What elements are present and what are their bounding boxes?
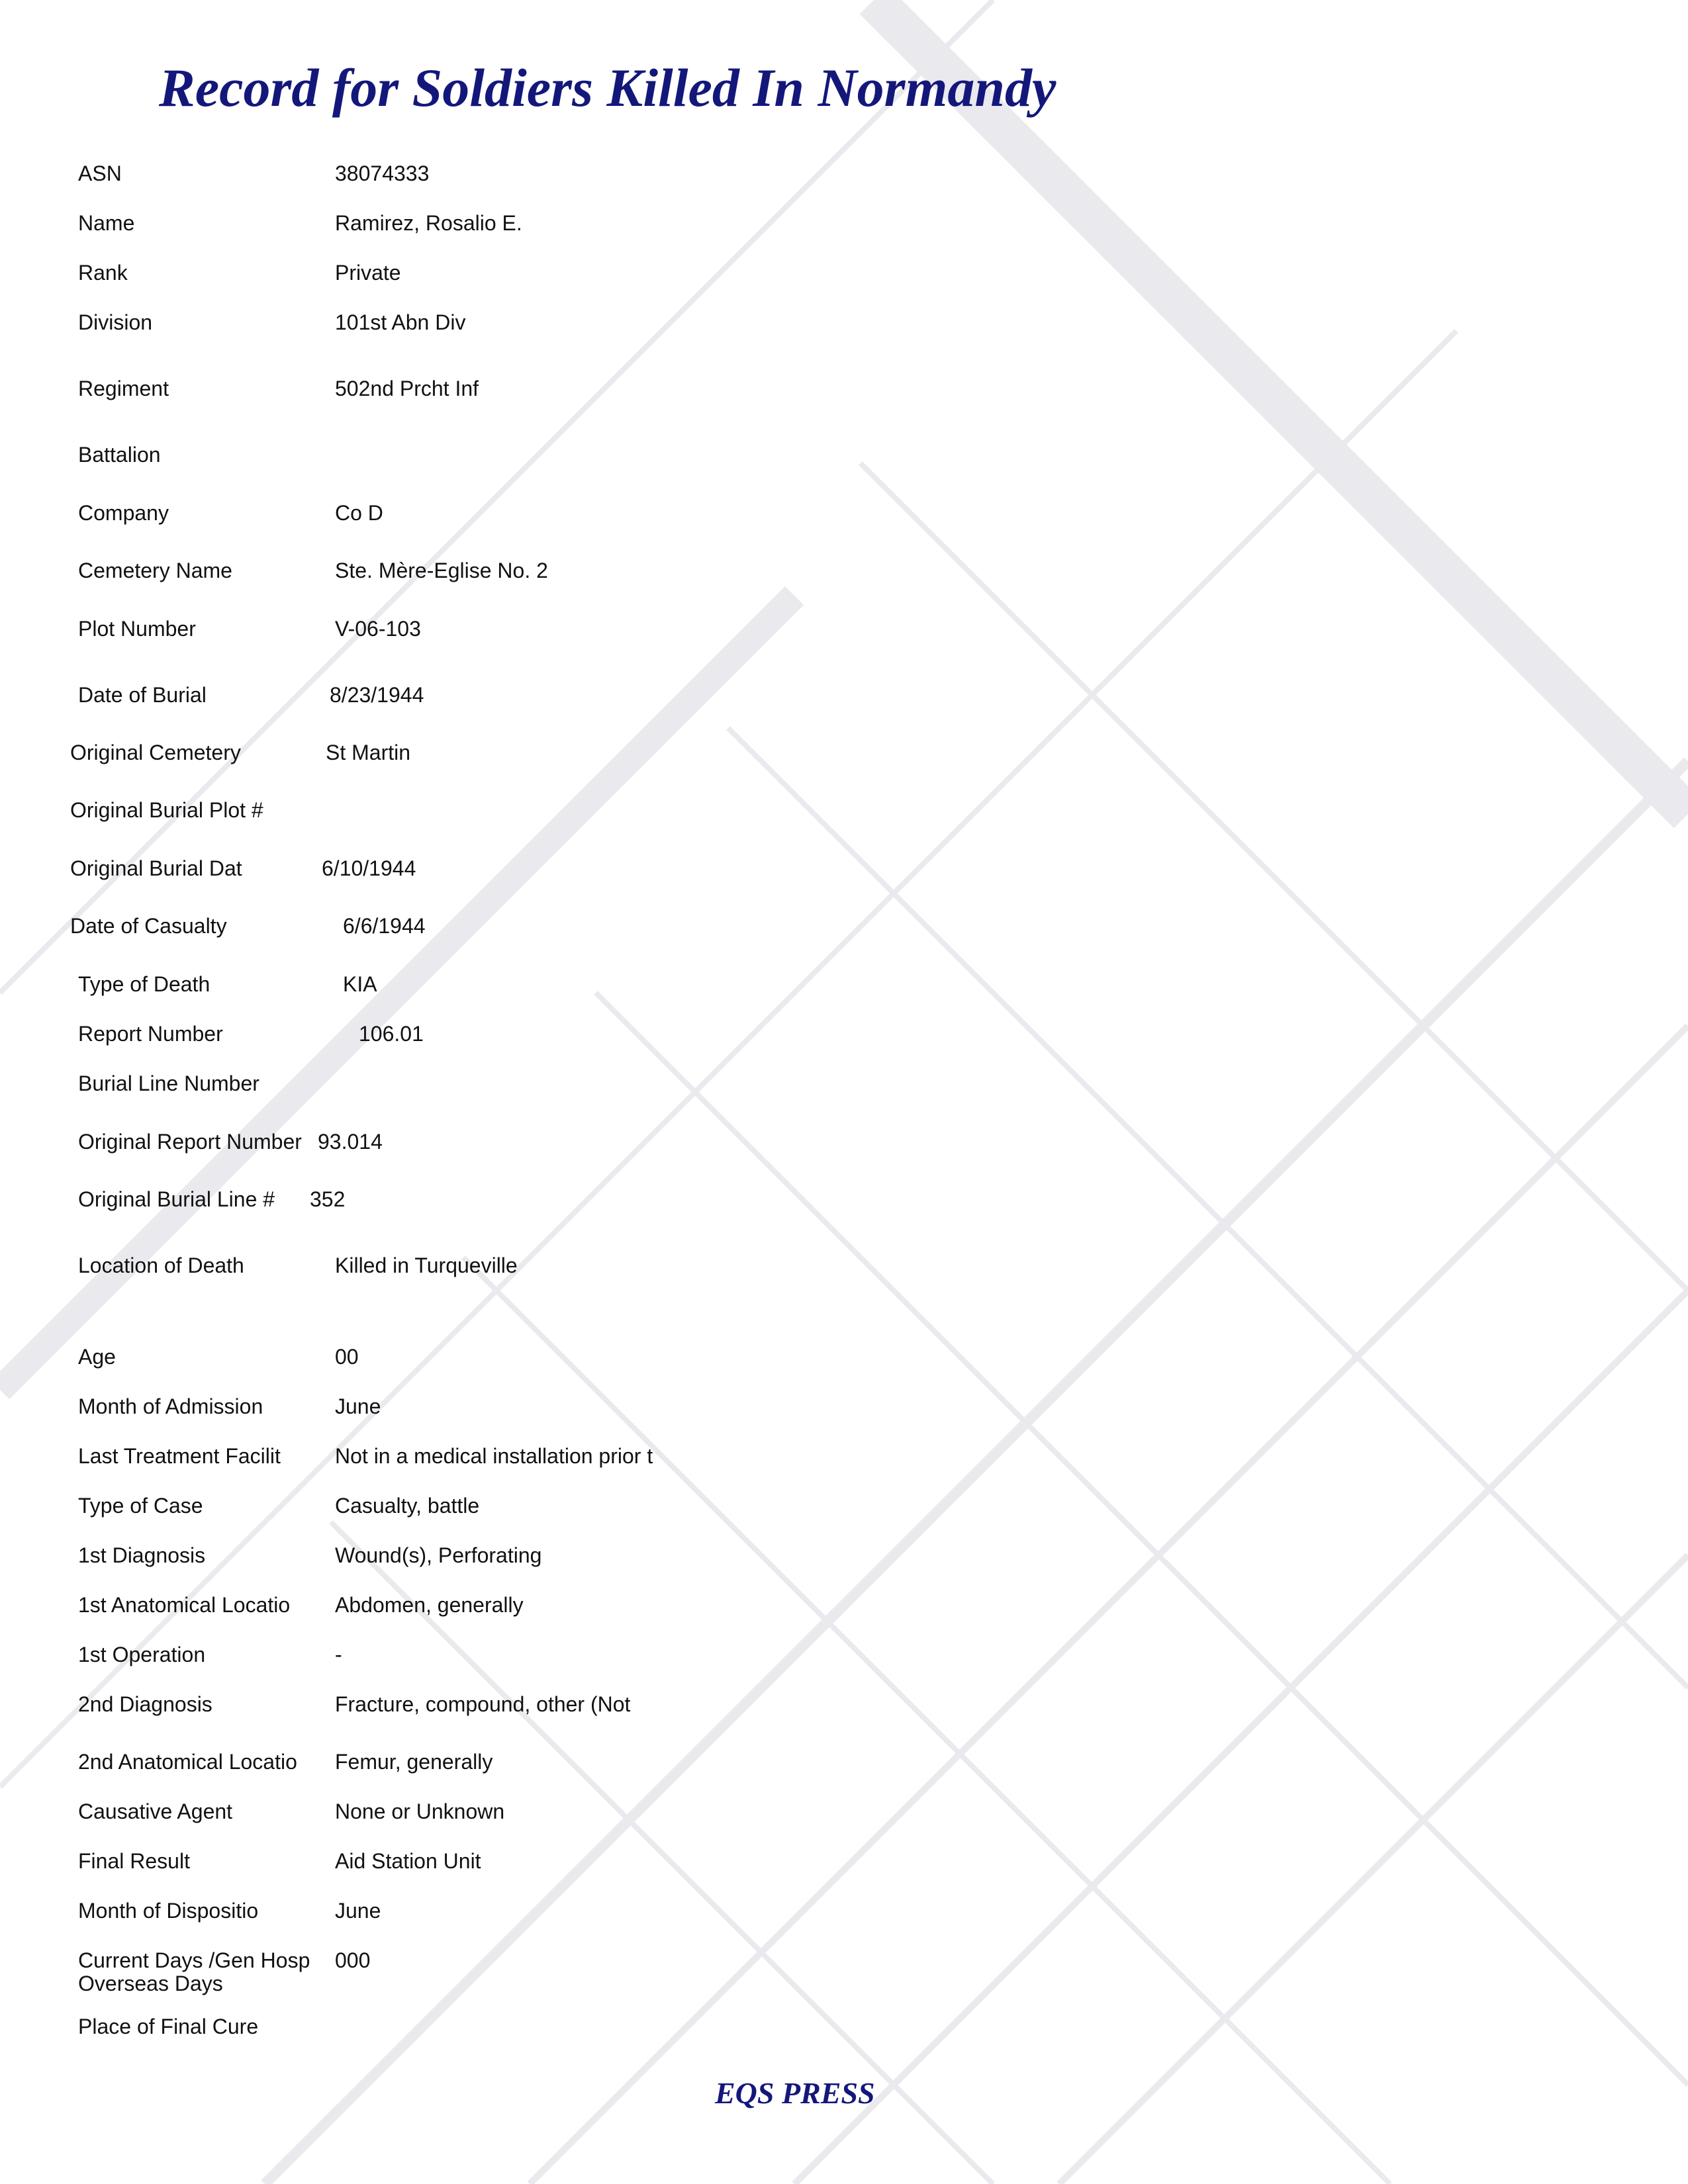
- date-of-casualty-value: 6/6/1944: [343, 914, 426, 938]
- publisher-footer: EQS PRESS: [715, 2076, 875, 2110]
- month-of-disposition-label: Month of Dispositio: [78, 1899, 259, 1923]
- regiment-label: Regiment: [78, 377, 169, 400]
- cemetery-name-label: Cemetery Name: [78, 559, 232, 582]
- second-anatomical-location-value: Femur, generally: [335, 1750, 493, 1774]
- first-operation-label: 1st Operation: [78, 1643, 206, 1666]
- company-label: Company: [78, 501, 169, 525]
- cemetery-name-value: Ste. Mère-Eglise No. 2: [335, 559, 548, 582]
- report-number-value: 106.01: [359, 1022, 424, 1046]
- asn-value: 38074333: [335, 161, 430, 185]
- type-of-case-label: Type of Case: [78, 1494, 203, 1518]
- date-of-burial-label: Date of Burial: [78, 683, 207, 707]
- age-value: 00: [335, 1345, 359, 1369]
- current-days-gen-hosp-value: 000: [335, 1948, 371, 1972]
- month-of-admission-value: June: [335, 1394, 381, 1418]
- division-label: Division: [78, 310, 153, 334]
- location-of-death-value: Killed in Turqueville: [335, 1253, 518, 1277]
- last-treatment-facility-value: Not in a medical installation prior t: [335, 1444, 653, 1468]
- company-value: Co D: [335, 501, 383, 525]
- first-diagnosis-label: 1st Diagnosis: [78, 1543, 206, 1567]
- second-diagnosis-value: Fracture, compound, other (Not: [335, 1692, 631, 1716]
- original-report-number-label: Original Report Number: [78, 1130, 302, 1154]
- last-treatment-facility-label: Last Treatment Facilit: [78, 1444, 281, 1468]
- location-of-death-label: Location of Death: [78, 1253, 244, 1277]
- final-result-value: Aid Station Unit: [335, 1849, 481, 1873]
- battalion-label: Battalion: [78, 443, 161, 467]
- type-of-case-value: Casualty, battle: [335, 1494, 480, 1518]
- second-anatomical-location-label: 2nd Anatomical Locatio: [78, 1750, 297, 1774]
- second-diagnosis-label: 2nd Diagnosis: [78, 1692, 212, 1716]
- first-anatomical-location-label: 1st Anatomical Locatio: [78, 1593, 291, 1617]
- rank-value: Private: [335, 261, 401, 285]
- original-burial-line-value: 352: [310, 1187, 346, 1211]
- original-burial-plot-label: Original Burial Plot #: [70, 798, 263, 822]
- original-cemetery-label: Original Cemetery: [70, 741, 241, 764]
- date-of-casualty-label: Date of Casualty: [70, 914, 227, 938]
- original-burial-line-label: Original Burial Line #: [78, 1187, 275, 1211]
- type-of-death-label: Type of Death: [78, 972, 211, 996]
- regiment-value: 502nd Prcht Inf: [335, 377, 479, 400]
- report-number-label: Report Number: [78, 1022, 223, 1046]
- burial-line-number-label: Burial Line Number: [78, 1071, 259, 1095]
- plot-number-value: V-06-103: [335, 617, 421, 641]
- original-cemetery-value: St Martin: [326, 741, 411, 764]
- causative-agent-value: None or Unknown: [335, 1799, 505, 1823]
- final-result-label: Final Result: [78, 1849, 190, 1873]
- first-anatomical-location-value: Abdomen, generally: [335, 1593, 524, 1617]
- age-label: Age: [78, 1345, 116, 1369]
- original-burial-date-label: Original Burial Dat: [70, 856, 242, 880]
- division-value: 101st Abn Div: [335, 310, 466, 334]
- causative-agent-label: Causative Agent: [78, 1799, 233, 1823]
- current-days-gen-hosp-label: Current Days /Gen Hosp: [78, 1948, 310, 1972]
- plot-number-label: Plot Number: [78, 617, 196, 641]
- month-of-admission-label: Month of Admission: [78, 1394, 263, 1418]
- original-burial-date-value: 6/10/1944: [322, 856, 416, 880]
- name-value: Ramirez, Rosalio E.: [335, 211, 522, 235]
- overseas-days-label: Overseas Days: [78, 1972, 223, 1995]
- page-title: Record for Soldiers Killed In Normandy: [159, 58, 1056, 118]
- place-of-final-cure-label: Place of Final Cure: [78, 2015, 259, 2038]
- date-of-burial-value: 8/23/1944: [330, 683, 424, 707]
- first-operation-value: -: [335, 1643, 342, 1666]
- asn-label: ASN: [78, 161, 122, 185]
- type-of-death-value: KIA: [343, 972, 377, 996]
- first-diagnosis-value: Wound(s), Perforating: [335, 1543, 542, 1567]
- original-report-number-value: 93.014: [318, 1130, 383, 1154]
- rank-label: Rank: [78, 261, 128, 285]
- name-label: Name: [78, 211, 135, 235]
- month-of-disposition-value: June: [335, 1899, 381, 1923]
